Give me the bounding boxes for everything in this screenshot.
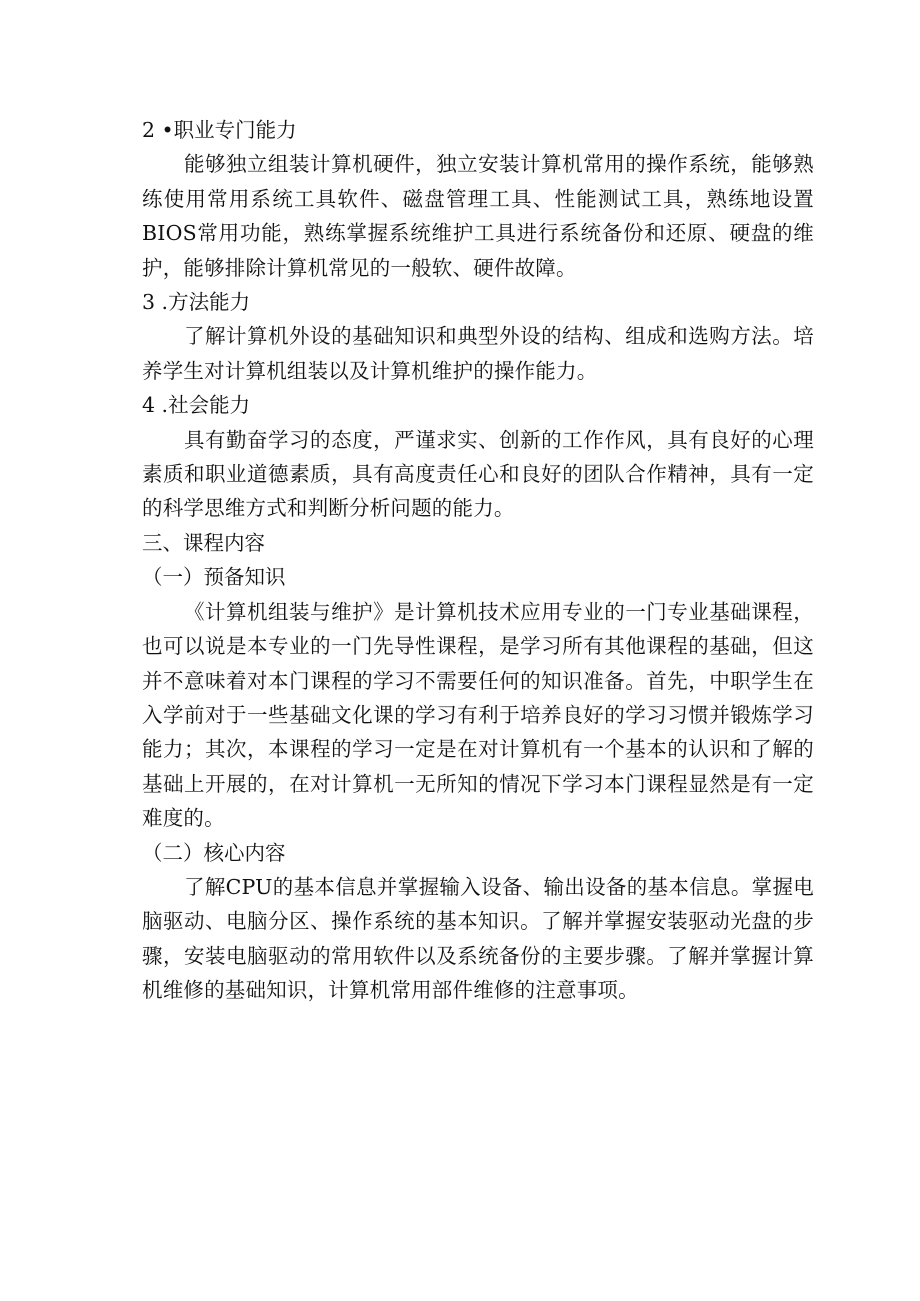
heading-core-content: （二）核心内容 (142, 840, 286, 865)
paragraph-core-content: 了解CPU的基本信息并掌握输入设备、输出设备的基本信息。掌握电脑驱动、电脑分区、操作系统的基本知识。了解并掌握安装驱动光盘的步骤，安装电脑驱动的常用软件以及系统备份的主要步骤。了解并掌握计算机维修的基础知识，计算机常用部件维修的注意事项。 (142, 874, 814, 1003)
paragraph-vocational-ability: 能够独立组装计算机硬件，独立安装计算机常用的操作系统，能够熟练使用常用系统工具软件、磁盘管理工具、性能测试工具，熟练地设置BIOS常用功能，熟练掌握系统维护工具进行系统备份和还原、硬盘的维护，能够排除计算机常见的一般软、硬件故障。 (142, 152, 814, 280)
heading-prerequisite-knowledge: （一）预备知识 (142, 565, 286, 590)
paragraph-social-ability: 具有勤奋学习的态度，严谨求实、创新的工作作风，具有良好的心理素质和职业道德素质，具有高度责任心和良好的团队合作精神，具有一定的科学思维方式和判断分析问题的能力。 (142, 427, 814, 521)
heading-method-ability: 3 .方法能力 (142, 290, 251, 315)
heading-social-ability: 4 .社会能力 (142, 393, 251, 418)
heading-course-content: 三、课程内容 (142, 530, 265, 555)
heading-vocational-ability: 2 •职业专门能力 (142, 118, 297, 142)
document-body (142, 113, 814, 1008)
paragraph-method-ability: 了解计算机外设的基础知识和典型外设的结构、组成和选购方法。培养学生对计算机组装以及计算机维护的操作能力。 (142, 324, 814, 383)
paragraph-prerequisite-knowledge: 《计算机组装与维护》是计算机技术应用专业的一门专业基础课程，也可以说是本专业的一门先导性课程，是学习所有其他课程的基础，但这并不意味着对本门课程的学习不需要任何的知识准备。首先，中职学生在入学前对于一些基础文化课的学习有利于培养良好的学习习惯并锻炼学习能力；其次，本课程的学习一定是在对计算机有一个基本的认识和了解的基础上开展的，在对计算机一无所知的情况下学习本门课程显然是有一定难度的。 (142, 599, 814, 831)
